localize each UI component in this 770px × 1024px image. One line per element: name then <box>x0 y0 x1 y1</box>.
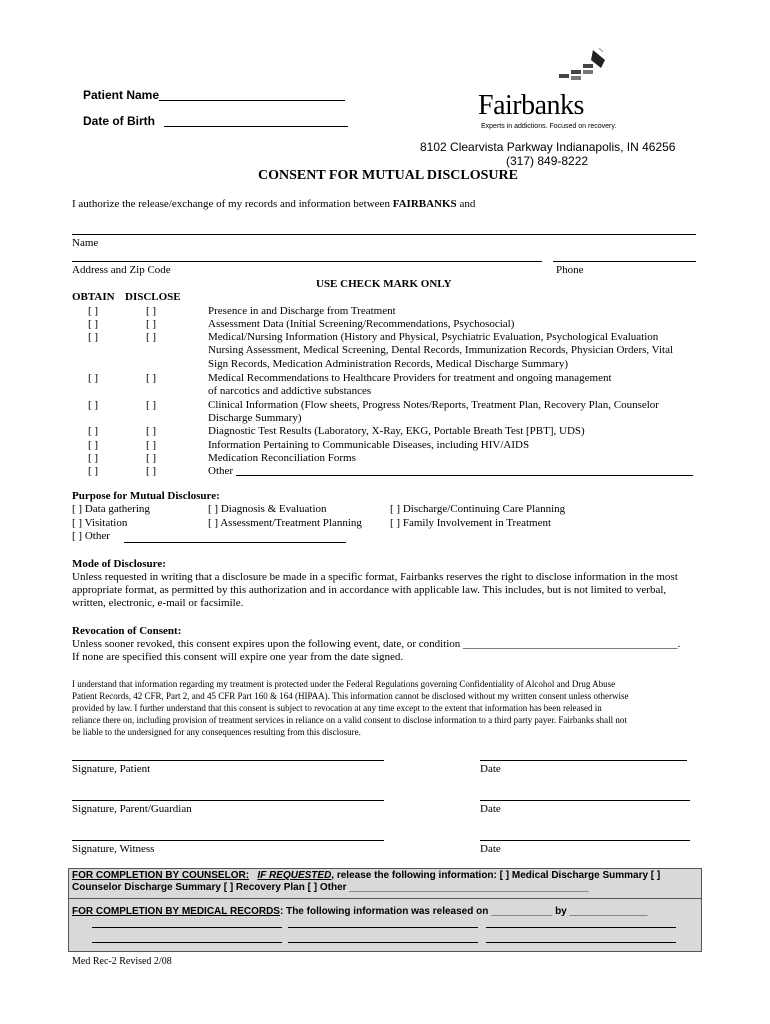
date-guardian-label: Date <box>480 803 501 815</box>
obtain-checkbox[interactable]: [ ] <box>88 425 99 437</box>
disclose-checkbox[interactable]: [ ] <box>146 465 157 477</box>
purpose-heading: Purpose for Mutual Disclosure: <box>72 490 220 502</box>
disclose-checkbox[interactable]: [ ] <box>146 305 157 317</box>
obtain-checkbox[interactable]: [ ] <box>88 305 99 317</box>
date-patient-label: Date <box>480 763 501 775</box>
signature-patient-field[interactable] <box>72 760 384 761</box>
medical-record-field[interactable] <box>486 942 676 943</box>
mode-line: Unless requested in writing that a disclosure be made in a specific format, Fairbanks reserves the right to disclose information in the most <box>72 571 678 583</box>
disclose-checkbox[interactable]: [ ] <box>146 331 157 343</box>
dob-field[interactable] <box>164 126 348 127</box>
checklist-item-text: Medical/Nursing Information (History and Physical, Psychiatric Evaluation, Psychological Evaluation <box>208 331 659 343</box>
patient-name-field[interactable] <box>159 100 345 101</box>
checklist-item-text: Assessment Data (Initial Screening/Recommendations, Psychosocial) <box>208 318 515 330</box>
disclose-checkbox[interactable]: [ ] <box>146 399 157 411</box>
logo-tagline: Experts in addictions. Focused on recovery. <box>481 123 617 130</box>
mode-line: appropriate format, as permitted by this authorization and in accordance with applicable law. This includes, but is not limited to verbal, <box>72 584 667 596</box>
checklist-item-text: of narcotics and addictive substances <box>208 385 372 398</box>
mode-line: written, electronic, e-mail or facsimile. <box>72 597 244 609</box>
checklist-item-text: Other <box>208 465 234 477</box>
checklist-item-text: Information Pertaining to Communicable Diseases, including HIV/AIDS <box>208 439 530 451</box>
dob-label: Date of Birth <box>83 114 155 128</box>
medical-record-field[interactable] <box>92 942 282 943</box>
box-divider <box>68 898 702 899</box>
purpose-visitation[interactable]: [ ] Visitation <box>72 517 128 529</box>
other-field[interactable] <box>236 475 693 476</box>
checklist-item-text: Presence in and Discharge from Treatment <box>208 305 396 317</box>
date-guardian-field[interactable] <box>480 800 690 801</box>
obtain-checkbox[interactable]: [ ] <box>88 399 99 411</box>
medical-record-field[interactable] <box>486 927 676 928</box>
name-field[interactable] <box>72 234 696 235</box>
phone-label: Phone <box>556 264 584 276</box>
phone-field[interactable] <box>553 261 696 262</box>
address-field[interactable] <box>72 261 542 262</box>
checklist-item-text: Nursing Assessment, Medical Screening, Dental Records, Immunization Records, Physician Orders, Vital <box>208 344 674 357</box>
disclose-checkbox[interactable]: [ ] <box>146 372 157 384</box>
revocation-heading: Revocation of Consent: <box>72 625 182 637</box>
checklist-item-text: Medical Recommendations to Healthcare Providers for treatment and ongoing management <box>208 372 612 384</box>
disclose-checkbox[interactable]: [ ] <box>146 318 157 330</box>
logo-name: Fairbanks <box>478 90 584 121</box>
disclose-checkbox[interactable]: [ ] <box>146 439 157 451</box>
purpose-other-field[interactable] <box>124 542 346 543</box>
revocation-line: Unless sooner revoked, this consent expires upon the following event, date, or condition _______________________________________. <box>72 638 681 650</box>
counselor-line-2: Counselor Discharge Summary [ ] Recovery Plan [ ] Other ___________________________________________ <box>72 882 589 893</box>
medical-record-field[interactable] <box>92 927 282 928</box>
checkmark-instruction: USE CHECK MARK ONLY <box>316 278 452 290</box>
medical-record-field[interactable] <box>288 942 478 943</box>
signature-guardian-field[interactable] <box>72 800 384 801</box>
obtain-checkbox[interactable]: [ ] <box>88 439 99 451</box>
obtain-checkbox[interactable]: [ ] <box>88 372 99 384</box>
patient-name-label: Patient Name <box>83 88 160 102</box>
checklist-item-text: Sign Records, Medication Administration Records, Medical Discharge Summary) <box>208 357 568 370</box>
disclose-checkbox[interactable]: [ ] <box>146 452 157 464</box>
phone: (317) 849-8222 <box>506 154 589 168</box>
medical-record-field[interactable] <box>288 927 478 928</box>
checklist-item-text: Diagnostic Test Results (Laboratory, X-Ray, EKG, Portable Breath Test [PBT], UDS) <box>208 425 585 437</box>
signature-guardian-label: Signature, Parent/Guardian <box>72 803 192 815</box>
obtain-checkbox[interactable]: [ ] <box>88 452 99 464</box>
purpose-diagnosis[interactable]: [ ] Diagnosis & Evaluation <box>208 503 327 515</box>
checklist-item-text: Medication Reconciliation Forms <box>208 452 356 464</box>
revocation-line: If none are specified this consent will expire one year from the date signed. <box>72 651 404 663</box>
purpose-other[interactable]: [ ] Other <box>72 530 110 542</box>
purpose-discharge-planning[interactable]: [ ] Discharge/Continuing Care Planning <box>390 503 566 515</box>
legal-line: reliance there on, including provision of treatment services in reliance on a valid consent to disclose information to a third party payer. Fairbanks shall not <box>72 715 627 725</box>
legal-line: be liable to the undersigned for any consequences resulting from this disclosure. <box>72 727 361 737</box>
purpose-assessment[interactable]: [ ] Assessment/Treatment Planning <box>208 517 362 529</box>
mode-heading: Mode of Disclosure: <box>72 558 166 570</box>
form-revision: Med Rec-2 Revised 2/08 <box>72 956 172 967</box>
signature-witness-field[interactable] <box>72 840 384 841</box>
signature-witness-label: Signature, Witness <box>72 843 155 855</box>
purpose-data-gathering[interactable]: [ ] Data gathering <box>72 503 150 515</box>
legal-line: provided by law. I further understand that this consent is subject to revocation at any time except to the extent that information has been released in <box>72 703 602 713</box>
address: 8102 Clearvista Parkway Indianapolis, IN 46256 <box>420 140 676 154</box>
disclose-checkbox[interactable]: [ ] <box>146 425 157 437</box>
obtain-checkbox[interactable]: [ ] <box>88 318 99 330</box>
disclose-header: DISCLOSE <box>125 291 181 303</box>
stacked-bars-logo-icon <box>555 46 607 92</box>
medical-records-line: FOR COMPLETION BY MEDICAL RECORDS: The following information was released on ___________ by ______________ <box>72 906 648 917</box>
obtain-checkbox[interactable]: [ ] <box>88 331 99 343</box>
legal-line: Patient Records, 42 CFR, Part 2, and 45 CFR Part 160 & 164 (HIPAA). This information cannot be disclosed without my written consent unless otherwise <box>72 691 629 701</box>
date-witness-label: Date <box>480 843 501 855</box>
authorize-statement: I authorize the release/exchange of my records and information between FAIRBANKS and <box>72 198 476 210</box>
address-label: Address and Zip Code <box>72 264 171 276</box>
date-patient-field[interactable] <box>480 760 687 761</box>
purpose-family-involvement[interactable]: [ ] Family Involvement in Treatment <box>390 517 552 529</box>
name-label: Name <box>72 237 99 249</box>
date-witness-field[interactable] <box>480 840 690 841</box>
legal-line: I understand that information regarding my treatment is protected under the Federal Regulations governing Confidentiality of Alcohol and Drug Abuse <box>72 679 616 689</box>
signature-patient-label: Signature, Patient <box>72 763 151 775</box>
checklist-item-text: Clinical Information (Flow sheets, Progress Notes/Reports, Treatment Plan, Recovery Plan, Counselor <box>208 399 659 411</box>
counselor-line: FOR COMPLETION BY COUNSELOR: IF REQUESTED, release the following information: [ ] Medical Discharge Summary [ ] <box>72 870 661 881</box>
form-title: CONSENT FOR MUTUAL DISCLOSURE <box>258 168 518 183</box>
obtain-checkbox[interactable]: [ ] <box>88 465 99 477</box>
obtain-header: OBTAIN <box>72 291 115 303</box>
checklist-item-text: Discharge Summary) <box>208 412 302 425</box>
